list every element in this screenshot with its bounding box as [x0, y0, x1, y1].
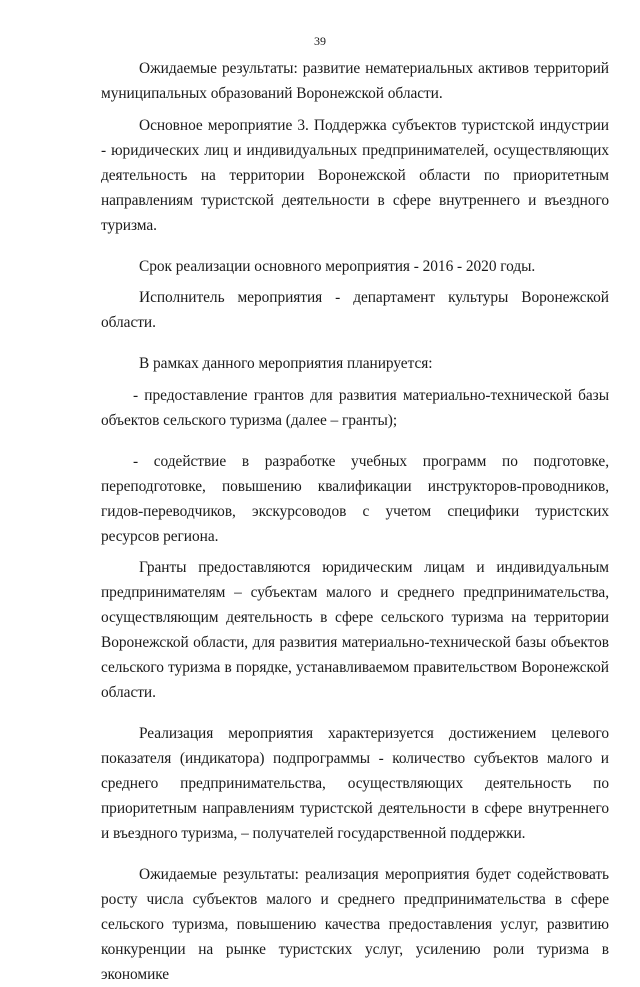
paragraph-main-activity-3: Основное мероприятие 3. Поддержка субъектов туристской индустрии - юридических лиц и индивидуальных предпринимателей, осуществляющих деятельность на территории Воронежской области по приоритетным направлениям туристской деятельности в сфере внутреннего и въездного туризма. — [101, 116, 609, 234]
list-item-grants: - предоставление грантов для развития материально-технической базы объектов сельского туризма (далее – гранты); — [101, 386, 609, 429]
paragraph-expected-results-1: Ожидаемые результаты: развитие нематериальных активов территорий муниципальных образований Воронежской области. — [101, 60, 609, 102]
paragraph-executor: Исполнитель мероприятия - департамент культуры Воронежской области. — [101, 289, 609, 331]
document-body — [101, 56, 609, 987]
paragraph-expected-results-2: Ожидаемые результаты: реализация мероприятия будет содействовать росту числа субъектов малого и среднего предпринимательства в сфере сельского туризма, повышению качества предоставления услуг, развитию конкуренции на рынке туристских услуг, усилению роли туризма в экономике — [101, 866, 609, 983]
list-item-training-programs: - содействие в разработке учебных программ по подготовке, переподготовке, повышению квалификации инструкторов-проводников, гидов-переводчиков, экскурсоводов с учетом специфики туристских ресурсов региона. — [101, 452, 609, 545]
paragraph-grants-provided: Гранты предоставляются юридическим лицам и индивидуальным предпринимателям – субъектам малого и среднего предпринимательства, осуществляющим деятельность в сфере сельского туризма на территории Воронежской области, для развития материально-технической базы объектов сельского туризма в порядке, устанавливаемом правительством Воронежской области. — [101, 559, 609, 701]
page-number: 39 — [314, 34, 326, 48]
paragraph-indicator: Реализация мероприятия характеризуется достижением целевого показателя (индикатора) подпрограммы - количество субъектов малого и среднего предпринимательства, осуществляющих деятельность по приоритетным направлениям туристской деятельности в сфере внутреннего и въездного туризма, – получателей государственной поддержки. — [101, 725, 609, 842]
paragraph-planned-intro: В рамках данного мероприятия планируется: — [139, 355, 433, 372]
paragraph-implementation-period: Срок реализации основного мероприятия - 2016 - 2020 годы. — [139, 257, 536, 275]
